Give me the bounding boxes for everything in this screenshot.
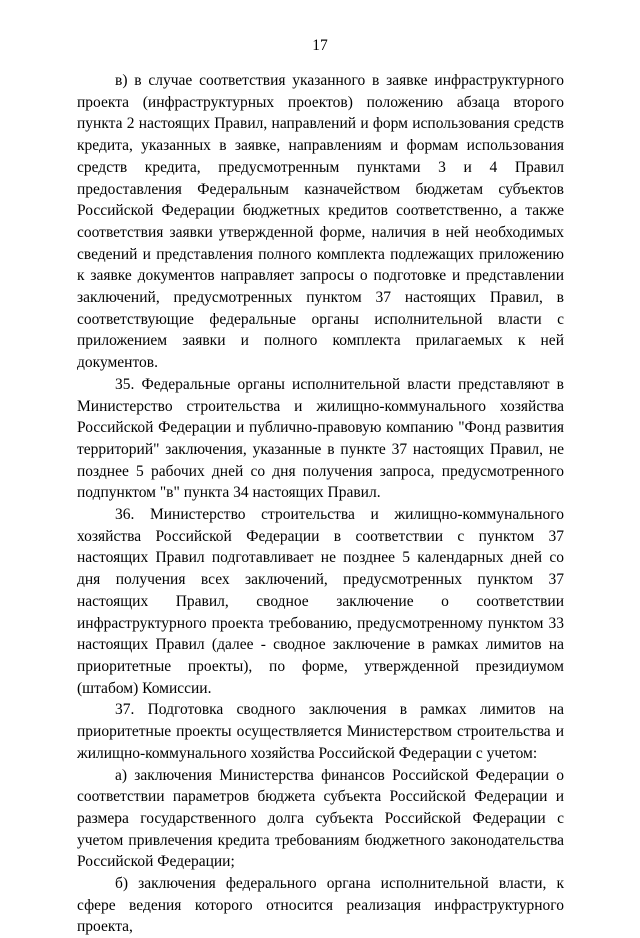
paragraph-37b: б) заключения федерального органа исполнительной власти, к сфере ведения которого относится реализация инфраструктурного проекта,: [77, 875, 564, 936]
document-body: [77, 70, 564, 938]
paragraph-37a: а) заключения Министерства финансов Российской Федерации о соответствии параметров бюджета субъекта Российской Федерации и размера государственного долга субъекта Российской Федерации с учетом привлечения кредита требованиям бюджетного законодательства Российской Федерации;: [77, 766, 564, 871]
paragraph-36: 36. Министерство строительства и жилищно-коммунального хозяйства Российской Федерации в соответствии с пунктом 37 настоящих Правил подготавливает не позднее 5 календарных дней со дня получения всех заключений, предусмотренных пунктом 37 настоящих Правил, сводное заключение о соответствии инфраструктурного проекта требованию, предусмотренному пунктом 33 настоящих Правил (далее - сводное заключение в рамках лимитов на приоритетные проекты), по форме, утвержденной президиумом (штабом) Комиссии.: [77, 506, 564, 697]
page-number: 17: [312, 37, 328, 54]
paragraph-35: 35. Федеральные органы исполнительной власти представляют в Министерство строительства и жилищно-коммунального хозяйства Российской Федерации и публично-правовую компанию "Фонд развития территорий" заключения, указанные в пункте 37 настоящих Правил, не позднее 5 рабочих дней со дня получения запроса, предусмотренного подпунктом "в" пункта 34 настоящих Правил.: [77, 375, 564, 502]
paragraph-37: 37. Подготовка сводного заключения в рамках лимитов на приоритетные проекты осуществляется Министерством строительства и жилищно-коммунального хозяйства Российской Федерации с учетом:: [77, 701, 564, 762]
paragraph-34v: в) в случае соответствия указанного в заявке инфраструктурного проекта (инфраструктурных проектов) положению абзаца второго пункта 2 настоящих Правил, направлений и форм использования средств кредита, указанных в заявке, направлениям и формам использования средств кредита, предусмотренным пунктами 3 и 4 Правил предоставления Федеральным казначейством бюджетам субъектов Российской Федерации бюджетных кредитов соответственно, а также соответствия заявки утвержденной форме, наличия в ней необходимых сведений и представления полного комплекта подлежащих приложению к заявке документов направляет запросы о подготовке и представлении заключений, предусмотренных пунктом 37 настоящих Правил, в соответствующие федеральные органы исполнительной власти с приложением заявки и полного комплекта прилагаемых к ней документов.: [77, 72, 564, 372]
